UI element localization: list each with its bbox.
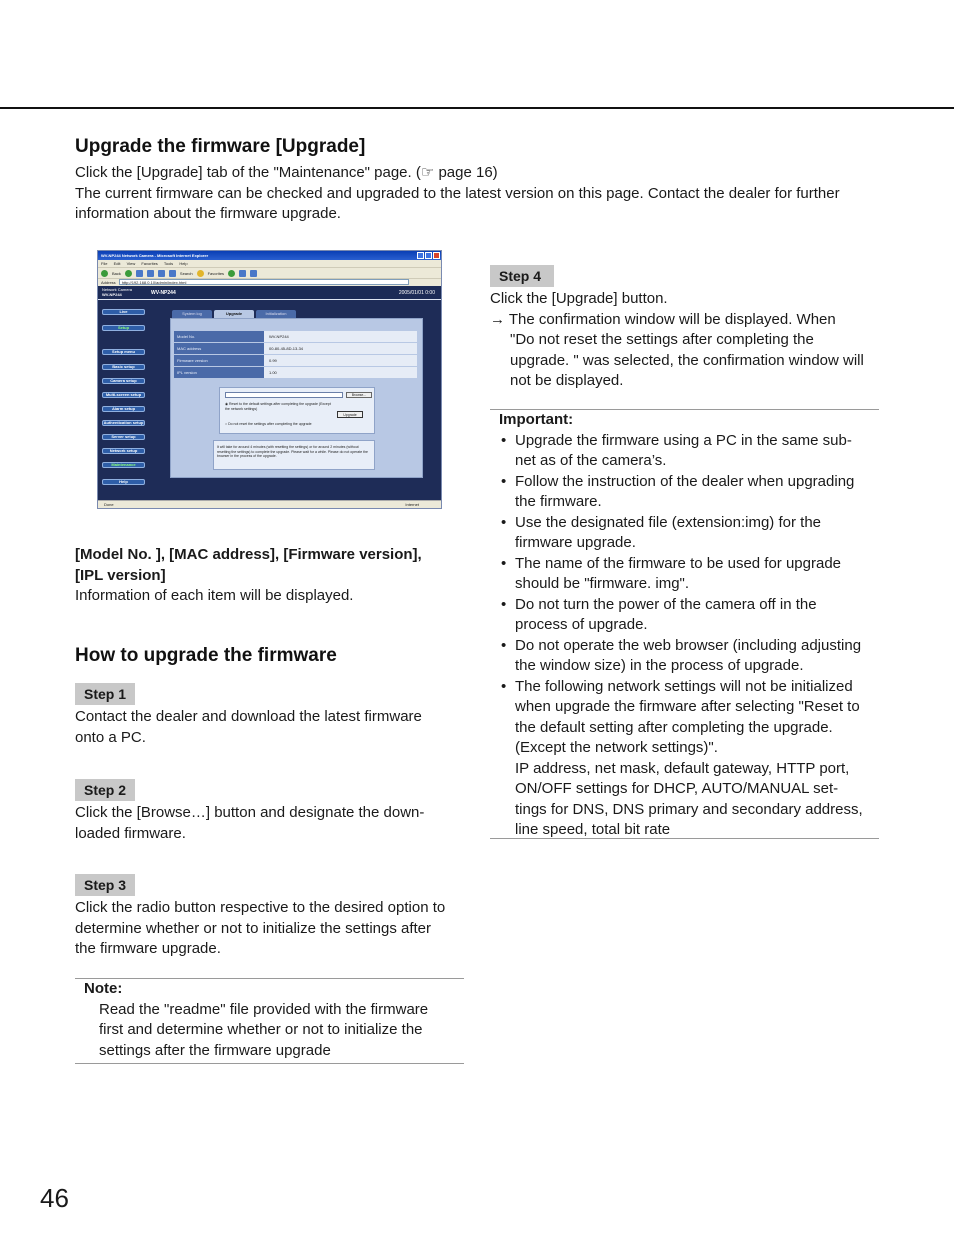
- important-item: [499, 636, 884, 677]
- browser-screenshot: [97, 250, 442, 509]
- media-icon[interactable]: [228, 270, 235, 277]
- important-item: [499, 472, 884, 513]
- step4-line: upgrade. " was selected, the confirmation window will: [510, 351, 864, 369]
- search-label[interactable]: Search: [179, 270, 193, 276]
- address-input[interactable]: http://192.168.0.10/admin/index.html: [119, 279, 409, 285]
- important-line: tings for DNS, DNS primary and secondary address,: [515, 800, 863, 818]
- important-list: [499, 431, 884, 841]
- important-line: when upgrade the firmware after selecting "Reset to: [515, 698, 860, 715]
- back-icon[interactable]: [101, 270, 108, 277]
- step3-label: Step 3: [75, 874, 135, 896]
- note-label: Note:: [84, 980, 123, 997]
- menu-file[interactable]: File: [101, 261, 108, 266]
- close-icon[interactable]: [433, 252, 440, 259]
- important-item: [499, 431, 884, 472]
- step4-line: not be displayed.: [510, 372, 624, 389]
- step4-line: → The confirmation window will be displayed. When: [490, 310, 836, 328]
- minimize-icon[interactable]: [417, 252, 424, 259]
- refresh-icon[interactable]: [147, 270, 154, 277]
- camera-sidebar: [98, 300, 150, 501]
- sidebar-item-camera[interactable]: Camera setup: [102, 378, 145, 384]
- model-title: WV-NP244: [151, 290, 176, 296]
- info-row: [174, 343, 417, 355]
- info-value: 1.00: [264, 367, 417, 378]
- maximize-icon[interactable]: [425, 252, 432, 259]
- important-line: process of upgrade.: [515, 616, 648, 633]
- reset-option-label: Reset to the default settings after completing the upgrade (Except the network settings): [225, 402, 331, 411]
- brand-model: WV-NP244: [102, 292, 122, 297]
- browse-button[interactable]: Browse...: [346, 392, 372, 398]
- page-number: 46: [40, 1183, 69, 1213]
- status-left: Done: [104, 502, 114, 507]
- model-info-heading: [IPL version]: [75, 566, 166, 584]
- important-line: the default setting after completing the upgrade.: [515, 718, 833, 736]
- tab-system-log[interactable]: System log: [172, 310, 212, 318]
- favorites-icon[interactable]: [197, 270, 204, 277]
- info-value: 00-80-45-8D-13-34: [264, 343, 417, 354]
- info-value: WV-NP244: [264, 331, 417, 342]
- step-line: determine whether or not to initialize the settings after: [75, 919, 432, 937]
- forward-icon[interactable]: [125, 270, 132, 277]
- window-titlebar: [98, 251, 441, 260]
- menu-help[interactable]: Help: [179, 261, 188, 266]
- sidebar-item-alarm[interactable]: Alarm setup: [102, 406, 145, 412]
- step4-line: Click the [Upgrade] button.: [490, 290, 668, 307]
- important-item: [499, 513, 884, 554]
- step-line: Contact the dealer and download the latest firmware: [75, 708, 422, 725]
- search-icon[interactable]: [169, 270, 176, 277]
- sidebar-item-setup-menu[interactable]: Setup menu: [102, 349, 145, 355]
- important-line: the window size) in the process of upgrade.: [515, 657, 804, 674]
- step-line: the firmware upgrade.: [75, 940, 221, 957]
- firmware-file-input[interactable]: [225, 392, 343, 398]
- info-row: [174, 331, 417, 343]
- tab-upgrade[interactable]: Upgrade: [214, 310, 254, 318]
- important-line: • The name of the firmware to be used for upgrade: [515, 554, 842, 572]
- no-reset-option-radio[interactable]: ○ Do not reset the settings after completing the upgrade: [225, 422, 312, 426]
- important-line: • Do not turn the power of the camera off in the: [515, 595, 817, 613]
- sidebar-item-live[interactable]: Live: [102, 309, 145, 315]
- sidebar-item-basic[interactable]: Basic setup: [102, 364, 145, 370]
- note-line: Read the "readme" file provided with the firmware: [99, 1000, 429, 1018]
- important-line: • Do not operate the web browser (including adjusting: [515, 636, 862, 654]
- important-item: [499, 554, 884, 595]
- brand: [102, 287, 132, 297]
- menu-edit[interactable]: Edit: [113, 261, 121, 266]
- sidebar-item-setup[interactable]: Setup: [102, 325, 145, 331]
- important-line: net as of the camera’s.: [515, 452, 667, 469]
- step1-label: Step 1: [75, 683, 135, 705]
- section-title-howto: How to upgrade the firmware: [75, 645, 337, 666]
- intro-line: Click the [Upgrade] tab of the "Maintenance" page. (☞ page 16): [75, 164, 498, 181]
- important-line: firmware upgrade.: [515, 534, 636, 551]
- tab-initialization[interactable]: Initialization: [256, 310, 296, 318]
- back-label[interactable]: Back: [112, 270, 121, 276]
- important-label: Important:: [499, 411, 574, 428]
- print-icon[interactable]: [250, 270, 257, 277]
- info-table: [174, 331, 417, 379]
- reset-option-radio[interactable]: ◉ Reset to the default settings after completing the upgrade (Except the network settings): [225, 402, 331, 411]
- step4-line: "Do not reset the settings after completing the: [510, 331, 814, 348]
- step-line: Click the radio button respective to the desired option to: [75, 899, 446, 916]
- important-line: • Use the designated file (extension:img) for the: [515, 513, 821, 531]
- maintenance-tabs: [172, 310, 296, 318]
- menu-view[interactable]: View: [126, 261, 136, 266]
- mail-icon[interactable]: [239, 270, 246, 277]
- important-line: • Upgrade the firmware using a PC in the same sub-: [515, 431, 852, 449]
- important-box: [499, 410, 884, 841]
- model-info-section: [75, 545, 465, 607]
- model-info-heading: [Model No. ], [MAC address], [Firmware version],: [75, 546, 422, 563]
- sidebar-item-network[interactable]: Network setup: [102, 448, 145, 454]
- step3-text: [75, 898, 470, 960]
- sidebar-item-maintenance[interactable]: Maintenance: [102, 462, 145, 468]
- important-line: the firmware.: [515, 493, 602, 510]
- info-key: IPL version: [174, 367, 264, 378]
- upgrade-panel: [170, 318, 423, 478]
- step-line: onto a PC.: [75, 728, 146, 746]
- info-key: Firmware version: [174, 355, 264, 366]
- address-bar: [98, 278, 441, 286]
- model-info-text: Information of each item will be displayed.: [75, 587, 354, 604]
- home-icon[interactable]: [158, 270, 165, 277]
- intro-line: The current firmware can be checked and upgraded to the latest version on this page. Contact the dealer for further: [75, 184, 840, 202]
- upgrade-box: [219, 387, 375, 434]
- sidebar-item-authentication[interactable]: Authentication setup: [103, 420, 144, 425]
- info-row: [174, 355, 417, 367]
- menu-tools[interactable]: Tools: [163, 261, 174, 266]
- favorites-label[interactable]: Favorites: [207, 270, 225, 276]
- menu-bar: [98, 260, 441, 267]
- step2-text: [75, 803, 465, 844]
- sidebar-item-multiscreen[interactable]: Multi-screen setup: [102, 392, 145, 398]
- section-intro: [75, 163, 885, 225]
- step4-label: Step 4: [490, 265, 554, 287]
- note-text: [84, 1000, 459, 1062]
- important-line: • Follow the instruction of the dealer when upgrading: [515, 472, 855, 490]
- camera-header: [98, 286, 441, 299]
- note-line: settings after the firmware upgrade: [99, 1041, 331, 1059]
- step4-text: [490, 289, 885, 392]
- upgrade-message: It will take for around 4 minutes (with resetting the settings) or for around 2 minutes (without resetting the settings) to complete the upgrade. Please wait for a while. Please do not operate the browser in the process of the upgrade.: [213, 440, 375, 470]
- info-value: 0.99: [264, 355, 417, 366]
- important-bottom-rule: [490, 838, 879, 839]
- camera-main: [150, 300, 442, 501]
- browser-toolbar: [98, 267, 441, 278]
- note-line: first and determine whether or not to initialize the: [99, 1021, 423, 1038]
- info-key: Model No.: [174, 331, 264, 342]
- address-label: Address: [101, 280, 116, 285]
- no-reset-option-label: Do not reset the settings after completing the upgrade: [228, 422, 312, 426]
- window-title: WV-NP244 Network Camera - Microsoft Internet Explorer: [101, 253, 209, 258]
- step2-label: Step 2: [75, 779, 135, 801]
- stop-icon[interactable]: [136, 270, 143, 277]
- note-box: [84, 979, 459, 1061]
- intro-line: information about the firmware upgrade.: [75, 205, 341, 222]
- info-row: [174, 367, 417, 379]
- step-line: loaded firmware.: [75, 824, 186, 842]
- date-time: 2005/01/01 0:00: [398, 290, 435, 296]
- important-line: should be "firmware. img".: [515, 575, 690, 592]
- status-right: Internet: [405, 502, 419, 507]
- section-title-upgrade: Upgrade the firmware [Upgrade]: [75, 136, 366, 157]
- important-line: line speed, total bit rate: [515, 821, 671, 838]
- important-line: IP address, net mask, default gateway, HTTP port,: [515, 759, 850, 777]
- step1-text: [75, 707, 465, 748]
- important-line: (Except the network settings)".: [515, 739, 718, 756]
- important-line: • The following network settings will not be initialized: [515, 677, 853, 695]
- step-line: Click the [Browse…] button and designate the down-: [75, 804, 425, 821]
- important-item: [499, 595, 884, 636]
- brand-line: Network Camera: [102, 287, 133, 292]
- info-key: MAC address: [174, 343, 264, 354]
- header-rule: [0, 107, 954, 109]
- upgrade-button[interactable]: Upgrade: [337, 411, 363, 418]
- important-item: [499, 677, 884, 841]
- note-bottom-rule: [75, 1063, 464, 1064]
- sidebar-item-server[interactable]: Server setup: [102, 434, 145, 440]
- menu-favorites[interactable]: Favorites: [141, 261, 158, 266]
- status-bar: [98, 500, 442, 508]
- sidebar-item-help[interactable]: Help: [102, 479, 145, 485]
- important-line: ON/OFF settings for DHCP, AUTO/MANUAL set-: [515, 780, 839, 797]
